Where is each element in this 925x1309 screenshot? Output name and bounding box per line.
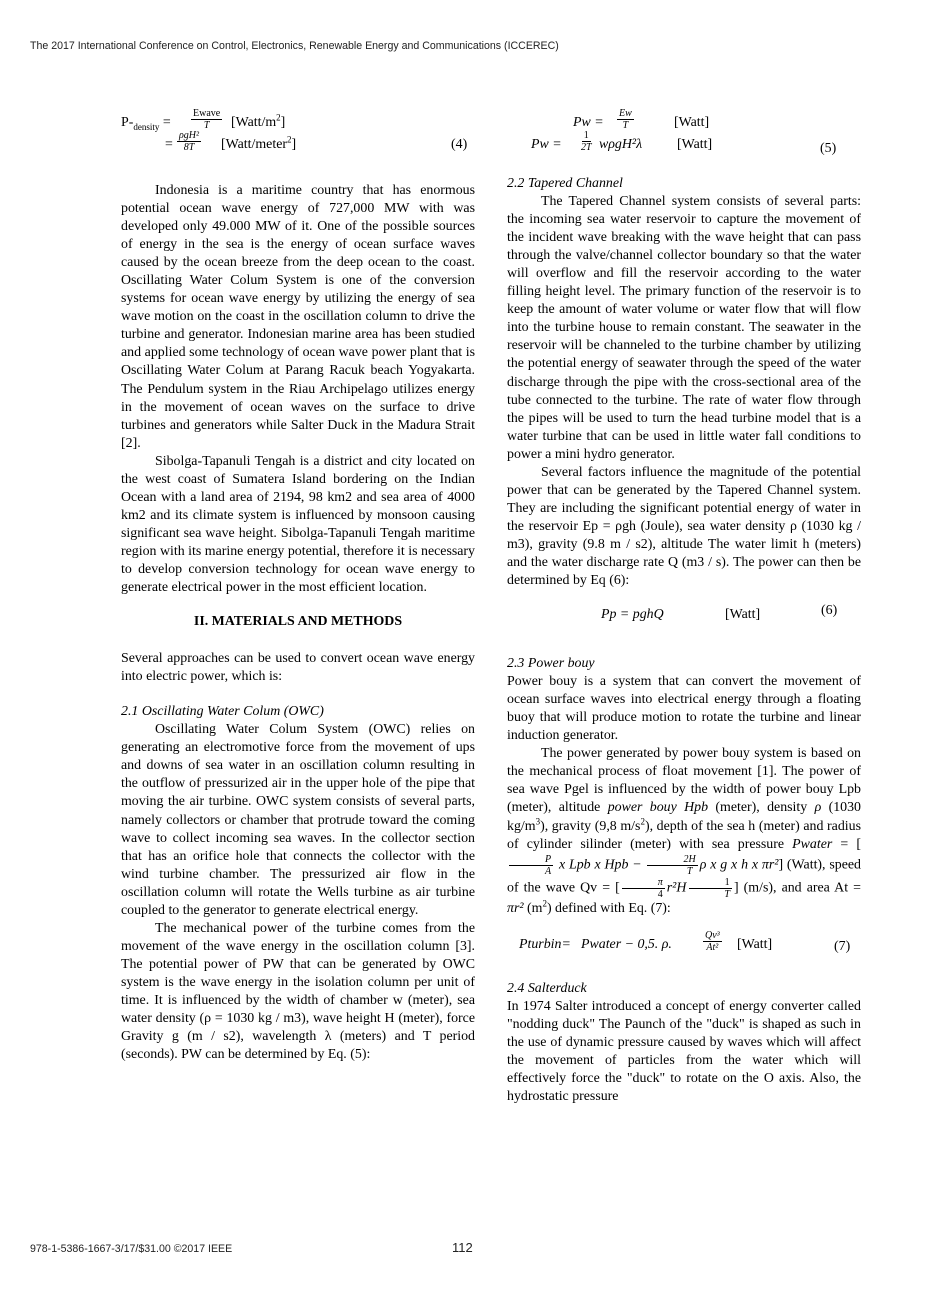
eq5-fraction-2: $\frac{1}{2T}$ (581, 130, 592, 153)
section-heading: II. MATERIALS AND METHODS (193, 614, 403, 630)
equation-6 (507, 590, 861, 638)
eq7-fraction: $\frac{\text{Qv³}}{\text{At²}}$ (705, 929, 720, 953)
equation-7 (507, 918, 861, 970)
footer-isbn: 978-1-5386-1667-3/17/$31.00 ©2017 IEEE (30, 1243, 233, 1255)
pwater-fraction-pa: $\frac{P}{A}$ (509, 854, 553, 877)
right-column (507, 108, 862, 1106)
subheading-tapered: 2.2 Tapered Channel (507, 176, 623, 191)
eq7-expr: Pwater − 0,5. ρ. (581, 936, 672, 952)
qv-fraction-1t: $\frac{1}{T}$ (688, 877, 732, 900)
eq4-unit-2: [Watt/meter$^2$] (221, 134, 297, 152)
running-header: The 2017 International Conference on Control, Electronics, Renewable Energy and Communications (ICCEREC) (30, 40, 559, 52)
eq4-equals-2: = (165, 137, 173, 152)
eq6-expr: Pp = pghQ (601, 607, 664, 623)
eq7-unit: [Watt] (737, 936, 773, 952)
eq5-fraction-1: $\frac{Ew}{T}$ (619, 108, 632, 131)
qv-fraction-pi4: $\frac{\pi}{4}$ (622, 877, 665, 900)
paragraph-approaches: Several approaches can be used to convert ocean wave energy into electric power, which is: (121, 651, 475, 685)
paragraph-power-generated: The power generated by power bouy system is based on the mechanical process of float movement [1]. The power of sea wave Pgel is influenced by the width of power bouy Lpb (meter), altitude power bouy Hpb (meter), density ρ (1030 $kg/m^3$), gravity (9,8 $m/s^2$), depth of the sea h (meter) and radius of cylinder silinder (meter) with sea pressure Pwater = [ $\frac{P}{A}$ x Lpb x Hpb − $\frac{2H}{T}$ ρ x g x h x πr²] (Watt), speed of the wave Qv = [ $\frac{\pi}{4}$ r²H $\frac{1}{T}$ ] (m/s), and area At = πr² $(m^2)$ defined with Eq. (7): (507, 746, 862, 916)
eq5-unit-1: [Watt] (674, 115, 710, 130)
equation-5 (507, 108, 861, 160)
left-column (121, 108, 475, 1064)
eq5-rhs: wρgH²λ (599, 137, 643, 152)
eq4-fraction-1: $\frac{\text{Ewave}}{T}$ (193, 108, 221, 131)
eq7-lhs: Pturbin= (519, 936, 571, 952)
eq5-number: (5) (820, 141, 837, 156)
pwater-fraction-2ht: $\frac{2H}{T}$ (647, 854, 697, 877)
eq6-unit: [Watt] (725, 607, 761, 623)
eq4-fraction-2: $\frac{\text{ρgH²}}{8T}$ (179, 130, 200, 153)
paragraph-powerbouy: Power bouy is a system that can convert the movement of ocean surface waves into electrical energy through a floating buoy that will produce motion to rotate the turbine and linear induction generator. (507, 674, 861, 744)
eq4-lhs: P- (121, 115, 134, 130)
eq5-lhs-1: Pw = (573, 115, 604, 130)
subheading-powerbouy: 2.3 Power bouy (507, 656, 595, 672)
eq6-number: (6) (821, 603, 838, 619)
paragraph-sibolga: Sibolga-Tapanuli Tengah is a district and city located on the west coast of Sumatera Island bordering on the Indian Ocean with a land area of 2194, 98 km2 and sea area of 4000 km2 and its climate system is influenced by monsoon causing significant sea wave height. Sibolga-Tapanuli Tengah maritime region with its marine energy potential, therefore it is necessary to develop conversion technology for ocean wave energy to generate electrical power in the most efficient location. (121, 453, 475, 596)
eq4-lhs-subscript: density (133, 121, 160, 132)
paragraph-owc: Oscillating Water Colum System (OWC) relies on generating an electromotive force from the movement of ups and downs of sea water in an oscillation column resulting in the outflow of pressurized air in the upper hole of the pipe that moving the air turbine. OWC system consists of several parts, namely collectors or chamber that protrude toward the coming wave to collect incoming sea waves. In the collector section that has an orifice hole that connects the collector with the wind turbine chamber. The pressurized air flow in the oscillation column will rotate the Wells turbine as air turbine coupled to the generator to generate electrical energy. (121, 722, 475, 918)
paragraph-factors: Several factors influence the magnitude of the potential power that can be generated by the Tapered Channel system. They are including the significant potential energy of water in the reservoir Ep = ρgh (Joule), sea water density ρ (1030 kg / m3), gravity (9.8 m / s2), altitude The water limit h (meters) and the water discharge rate Q (m3 / s). The power can then be determined by Eq (6): (507, 464, 861, 589)
eq4-number: (4) (451, 137, 468, 152)
paragraph-mechanical: The mechanical power of the turbine comes from the movement of the wave energy in the oscillation column [3]. The potential power of PW that can be generated by OWC system is the wave energy in the isolation column per unit of time. It is influenced by the width of chamber w (meter), sea water density (ρ = 1030 kg / m3), wave height H (meter), force Gravity g (m / s2), wavelength λ (meters) and T period (seconds). PW can be determined by Eq. (5): (121, 920, 475, 1063)
paragraph-tapered: The Tapered Channel system consists of several parts: the incoming sea water reservoir to capture the movement of the incident wave breaking with the wave height that can pass through the valve/channel collector boundary so that the water will overflow and fill the reservoir according to the water filling height level. The primary function of the reservoir is to keep the amount of water volume or water flow that will flow into the turbine house to remain constant. The seawater in the reservoir will be channeled to the turbine chamber by utilizing the potential energy of seawater through the speed of the water discharge through the pipe with the cross-sectional area of the tube connected to the turbine. The rate of water flow through the pipes will be used to turn the head turbine model that is a water turbine that can be used in little water fall conditions to power a mini hydro generator. (507, 194, 861, 462)
subheading-salterduck: 2.4 Salterduck (507, 980, 587, 996)
page-number: 112 (452, 1240, 473, 1255)
equation-4 (121, 108, 475, 158)
eq4-unit-1: $[Watt/m^2]$ (231, 112, 286, 130)
eq4-equals: = (162, 115, 171, 130)
eq5-lhs-2: Pw = (531, 137, 562, 152)
eq5-unit-2: [Watt] (677, 137, 713, 152)
subheading-owc: 2.1 Oscillating Water Colum (OWC) (121, 704, 324, 720)
paragraph-salterduck: In 1974 Salter introduced a concept of energy converter called "nodding duck" The Paunch of the "duck" is shaped as such in the use of dynamic pressure caused by waves which will affect the movement of particles from the water which will effectively force the "duck" to rotate on the O axis. Also, the hydrostatic pressure (507, 998, 861, 1104)
eq7-number: (7) (834, 938, 851, 954)
paragraph-indonesia: Indonesia is a maritime country that has enormous potential ocean wave energy of 727,000 MW with was developed only 49.000 MW of it. One of the possible sources of energy in the sea is the energy of ocean surface waves caused by the ocean breeze from the deep ocean to the coast. Oscillating Water Colum System is one of the conversion systems for ocean wave energy by utilizing the energy of sea wave motion on the coast in the oscillation column to drive the turbine and generator. Indonesian marine area has been studied and applied some technology of ocean wave power plant that is Oscillating Water Colum at Parang Racuk beach Yogyakarta. The Pendulum system in the Riau Archipelago utilizes energy in the movement of ocean waves on the surface to drive turbines and generators while Salter Duck in the Madura Strait [2]. (121, 183, 475, 451)
